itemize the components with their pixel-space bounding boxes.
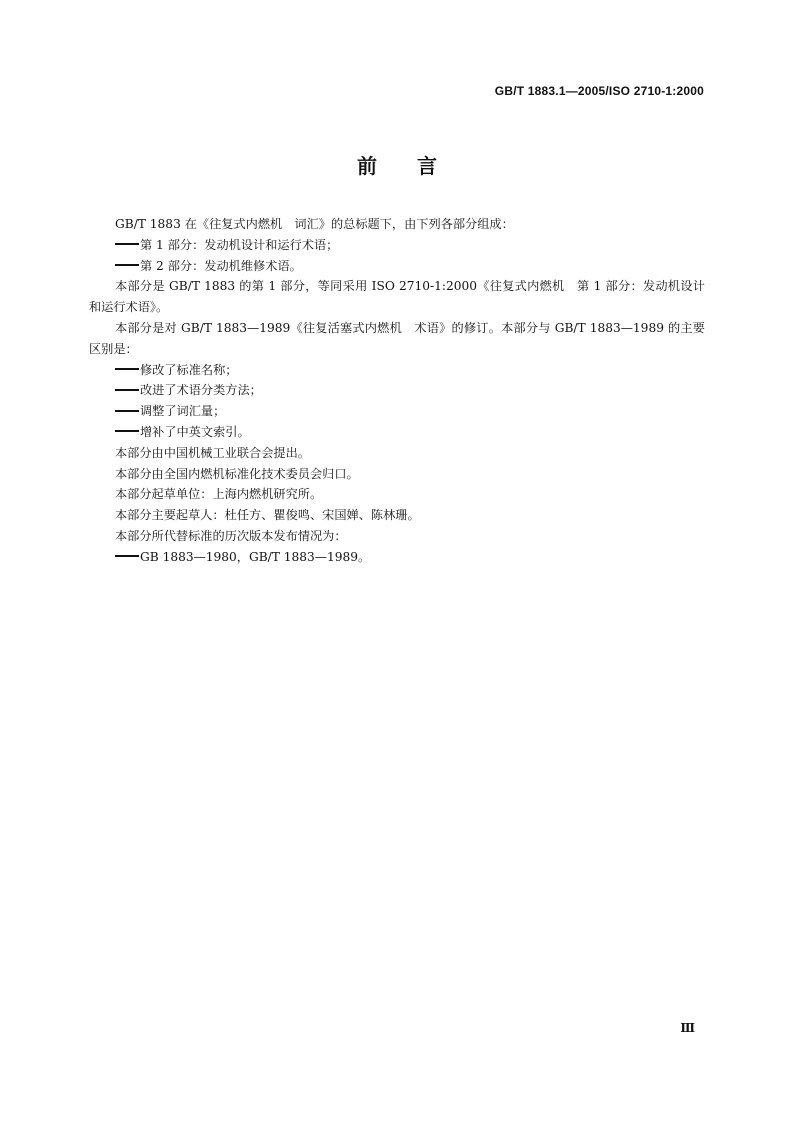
paragraph-intro: GB/T 1883 在《往复式内燃机 词汇》的总标题下，由下列各部分组成： [115,217,514,231]
paragraph-committee: 本部分由全国内燃机标准化技术委员会归口。 [115,466,359,481]
dash-icon [115,410,139,412]
paragraph-drafters: 本部分主要起草人：杜任方、瞿俊鸣、宋国婵、陈林珊。 [115,508,420,523]
list-item-text: 增补了中英文索引。 [140,424,250,439]
list-item-text: 改进了术语分类方法； [140,383,262,398]
list-item-text: 调整了词汇量； [140,404,226,419]
dash-icon [115,243,139,245]
list-item [89,547,705,568]
list-item [89,401,705,422]
dash-icon [115,555,139,557]
list-item-text: 第 1 部分：发动机设计和运行术语； [140,237,339,252]
list-item [89,422,705,443]
list-item-text: 修改了标准名称； [140,362,238,377]
paragraph-proposer: 本部分由中国机械工业联合会提出。 [115,445,310,460]
paragraph-revision: 本部分是对 GB/T 1883—1989《往复活塞式内燃机 术语》的修订。本部分与 GB/T 1883—1989 的主要区别是： [89,320,705,356]
standard-code-header: GB/T 1883.1—2005/ISO 2710-1:2000 [494,84,704,98]
dash-icon [115,264,139,266]
list-item [89,256,705,277]
dash-icon [115,430,139,432]
list-item [89,235,705,256]
list-item [89,360,705,381]
document-body [89,214,705,568]
paragraph-history: 本部分所代替标准的历次版本发布情况为： [115,528,347,543]
list-item-text: GB 1883—1980，GB/T 1883—1989。 [140,549,371,564]
paragraph-drafting-unit: 本部分起草单位：上海内燃机研究所。 [115,487,323,502]
page-number: Ⅲ [680,1021,695,1035]
dash-icon [115,389,139,391]
dash-icon [115,368,139,370]
page-title: 前言 [357,154,477,178]
list-item-text: 第 2 部分：发动机维修术语。 [140,258,302,273]
paragraph-adoption: 本部分是 GB/T 1883 的第 1 部分，等同采用 ISO 2710-1:2000《往复式内燃机 第 1 部分：发动机设计和运行术语》。 [89,279,705,315]
list-item [89,380,705,401]
